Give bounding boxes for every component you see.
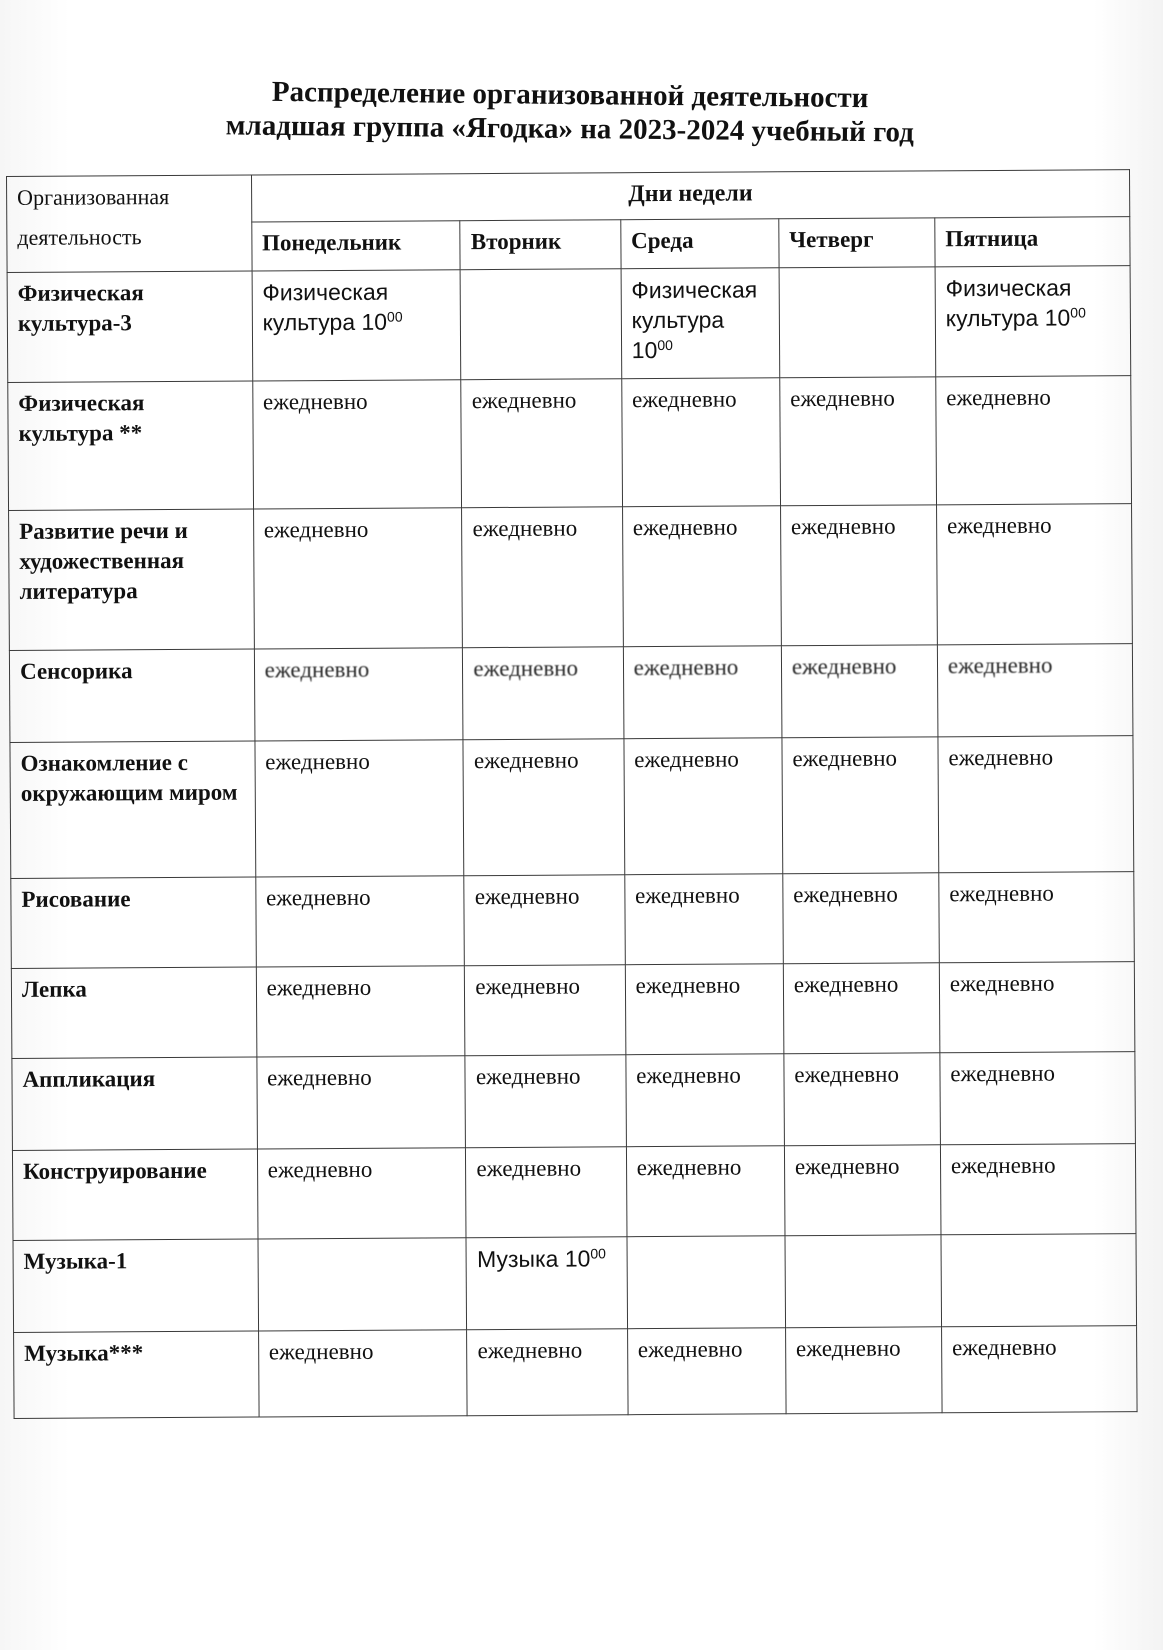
- cell-thursday: ежедневно: [780, 377, 937, 506]
- activity-name: Развитие речи и художественная литература: [9, 509, 254, 650]
- cell-friday: ежедневно: [940, 1052, 1136, 1145]
- activity-name: Музыка***: [14, 1331, 259, 1418]
- activity-name: Лепка: [11, 967, 256, 1058]
- cell-monday: ежедневно: [256, 966, 465, 1057]
- cell-tuesday: ежедневно: [464, 875, 625, 966]
- cell-wednesday: ежедневно: [624, 874, 783, 965]
- cell-friday: ежедневно: [938, 736, 1134, 873]
- cell-monday: ежедневно: [257, 1056, 466, 1149]
- time-hours: 10: [361, 308, 388, 335]
- cell-tuesday: ежедневно: [467, 1329, 628, 1416]
- cell-thursday: [779, 267, 936, 378]
- cell-wednesday: [621, 268, 780, 379]
- activity-time-text: Физическая культура: [631, 276, 758, 334]
- cell-tuesday: ежедневно: [466, 1147, 627, 1238]
- cell-thursday: ежедневно: [783, 963, 940, 1054]
- day-friday: Пятница: [935, 217, 1130, 267]
- cell-wednesday: ежедневно: [621, 378, 780, 507]
- cell-thursday: ежедневно: [785, 1327, 942, 1414]
- cell-thursday: ежедневно: [780, 505, 937, 646]
- time-minutes: 00: [657, 336, 673, 354]
- document-title: [120, 73, 1021, 150]
- title-line-2: младшая группа «Ягодка» на 2023-2024 учебный год: [225, 109, 915, 149]
- cell-thursday: ежедневно: [781, 645, 938, 738]
- day-wednesday: Среда: [620, 219, 778, 269]
- cell-tuesday: [466, 1237, 627, 1330]
- cell-wednesday: ежедневно: [626, 1054, 785, 1147]
- table-row: [11, 962, 1135, 1059]
- cell-friday: [941, 1234, 1137, 1327]
- cell-monday: ежедневно: [254, 648, 463, 741]
- cell-friday: ежедневно: [936, 504, 1132, 645]
- time-hours: 10: [631, 337, 658, 364]
- table-row: [7, 266, 1131, 383]
- cell-monday: ежедневно: [255, 740, 465, 877]
- time-minutes: 00: [386, 308, 403, 325]
- cell-thursday: [785, 1235, 942, 1328]
- cell-thursday: ежедневно: [783, 873, 940, 964]
- activity-name: Аппликация: [12, 1057, 257, 1150]
- activity-name: Ознакомление с окружающим миром: [10, 741, 255, 878]
- cell-monday: ежедневно: [257, 1148, 466, 1239]
- day-monday: Понедельник: [251, 221, 460, 271]
- table-row: [12, 1144, 1136, 1241]
- title-line-1: Распределение организованной деятельности: [271, 75, 869, 115]
- activity-name: Музыка-1: [13, 1239, 258, 1332]
- schedule-body: [7, 170, 1138, 1419]
- cell-wednesday: ежедневно: [624, 738, 783, 875]
- cell-friday: ежедневно: [941, 1326, 1137, 1413]
- cell-monday: [252, 270, 461, 381]
- table-row: [8, 376, 1132, 511]
- table-row: [10, 736, 1134, 879]
- table-row: [11, 872, 1135, 969]
- time-minutes: 00: [1070, 304, 1086, 321]
- header-row-1: [7, 170, 1130, 224]
- cell-tuesday: [460, 269, 621, 380]
- cell-monday: [258, 1238, 467, 1331]
- activity-time-text: Физическая культура: [262, 278, 389, 336]
- cell-monday: ежедневно: [255, 876, 464, 967]
- activity-name: Рисование: [11, 877, 256, 968]
- schedule-table: [6, 169, 1138, 1419]
- cell-monday: ежедневно: [258, 1330, 467, 1417]
- cell-friday: ежедневно: [937, 644, 1133, 737]
- time-minutes: 00: [590, 1245, 606, 1262]
- cell-friday: ежедневно: [940, 1144, 1136, 1235]
- cell-thursday: ежедневно: [784, 1053, 941, 1146]
- cell-friday: ежедневно: [936, 376, 1132, 505]
- header-corner-cell: [7, 175, 252, 272]
- cell-thursday: ежедневно: [784, 1145, 941, 1236]
- time-hours: 10: [564, 1245, 591, 1272]
- day-thursday: Четверг: [779, 218, 935, 268]
- cell-tuesday: ежедневно: [465, 1055, 626, 1148]
- table-row: [9, 644, 1133, 743]
- cell-wednesday: [627, 1236, 786, 1329]
- days-header: Дни недели: [251, 170, 1130, 222]
- activity-time-text: Музыка: [476, 1245, 565, 1273]
- header-corner-bottom: деятельность: [17, 224, 142, 250]
- cell-wednesday: ежедневно: [626, 1146, 785, 1237]
- activity-name: Физическая культура-3: [7, 271, 252, 382]
- cell-wednesday: ежедневно: [627, 1328, 786, 1415]
- table-row: [9, 504, 1133, 651]
- time-hours: 10: [1044, 304, 1071, 331]
- cell-wednesday: ежедневно: [625, 964, 784, 1055]
- day-tuesday: Вторник: [460, 220, 621, 270]
- header-corner-top: Организованная: [17, 184, 170, 210]
- cell-friday: ежедневно: [939, 872, 1135, 963]
- cell-monday: ежедневно: [253, 508, 463, 649]
- cell-thursday: ежедневно: [782, 737, 939, 874]
- cell-tuesday: ежедневно: [465, 965, 626, 1056]
- cell-tuesday: ежедневно: [461, 379, 622, 508]
- cell-tuesday: ежедневно: [462, 507, 623, 648]
- cell-tuesday: ежедневно: [463, 647, 624, 740]
- cell-tuesday: ежедневно: [463, 739, 624, 876]
- table-row: [13, 1234, 1137, 1333]
- activity-name: Физическая культура **: [8, 381, 253, 510]
- cell-wednesday: ежедневно: [623, 646, 782, 739]
- cell-monday: ежедневно: [252, 380, 462, 509]
- table-row: [12, 1052, 1136, 1151]
- activity-time-text: Физическая культура: [945, 274, 1072, 332]
- cell-wednesday: ежедневно: [622, 506, 781, 647]
- activity-name: Сенсорика: [9, 649, 254, 742]
- cell-friday: ежедневно: [939, 962, 1135, 1053]
- table-row: [14, 1326, 1138, 1419]
- cell-friday: [935, 266, 1131, 377]
- activity-name: Конструирование: [12, 1149, 257, 1240]
